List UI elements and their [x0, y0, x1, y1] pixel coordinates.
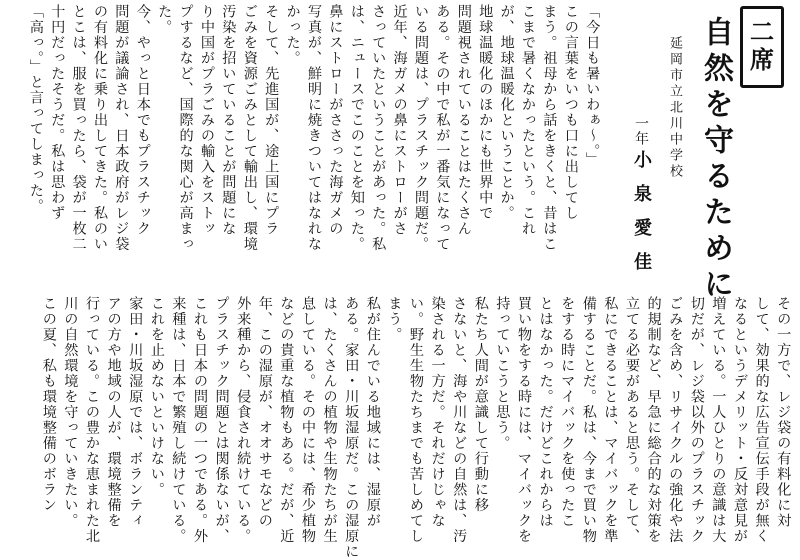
- text-column: 近年、海ガメの鼻にストローがさ: [391, 4, 408, 237]
- text-column: 家田・川坂湿原では、ボランティ: [127, 296, 144, 529]
- text-column: まう。: [386, 296, 403, 343]
- text-column: 染される一方だ。それだけじゃな: [429, 296, 446, 529]
- text-column: 買い物をする時には、マイバックを: [516, 296, 532, 544]
- author-name: 小泉愛佳: [631, 150, 652, 286]
- text-column: これも日本の問題の一つである。外: [192, 296, 208, 544]
- text-column: 年、この湿原が、オオサモなどの: [256, 296, 273, 529]
- text-column: 的規制など、早急に総合的な対策を: [645, 296, 662, 544]
- text-column: さっていたということがあった。私: [370, 4, 387, 252]
- text-column: なるというデメリット・反対意見が: [732, 296, 748, 544]
- text-column: まう。祖母から話をきくと、昔はこ: [541, 4, 558, 252]
- text-column: 持っていこうと思う。: [494, 296, 511, 451]
- text-column: して、効果的な広告宣伝手段が無く: [753, 296, 770, 544]
- text-column: 来種は、日本で繁殖し続けている。: [170, 296, 187, 544]
- text-column: ある。その中で私が一番気になって: [434, 4, 451, 252]
- text-column: 鼻にストローがささった海ガメの: [327, 4, 344, 237]
- text-column: こまで暑くなかったという。これ: [520, 4, 536, 237]
- text-column: ごみを含め、リサイクルの強化や法: [667, 296, 684, 544]
- text-column: 川の自然環境を守っていきたい。: [62, 296, 79, 529]
- text-column: この言葉をいつも口に出してし: [562, 4, 579, 221]
- text-column: が、地球温暖化ということか。: [498, 4, 515, 221]
- rank-badge: [740, 6, 784, 88]
- text-column: 「高っ。」と言ってしまった。: [27, 4, 44, 214]
- text-column: 私が住んでいる地域には、湿原が: [364, 296, 381, 529]
- text-column: とはなかった。だけどこれからは: [537, 296, 554, 529]
- text-column: そして、先進国が、途上国にプラ: [263, 4, 280, 237]
- text-column: プするなど、国際的な関心が高まっ: [177, 4, 194, 252]
- text-column: 「今日も暑いわぁ～。」: [584, 4, 601, 168]
- text-column: これを止めないといけない。: [148, 296, 165, 498]
- text-column: などの貴重な植物もある。だが、近: [278, 296, 295, 544]
- essay-title: 自然を守るために: [698, 16, 733, 304]
- text-column: かった。: [284, 4, 301, 66]
- text-column: た。: [156, 4, 173, 35]
- text-column: アの方や地域の人が、環境整備を: [105, 296, 122, 529]
- text-column: ある。家田・川坂湿原だ。この湿原に: [343, 296, 360, 560]
- text-column: 私にできることは、マイバックを準: [602, 296, 619, 544]
- text-column: いる問題は、プラスチック問題だ。: [413, 4, 429, 252]
- text-column: この夏、私も環境整備のボラン: [40, 296, 57, 513]
- text-column: とこは、服を買ったら、袋が一枚二: [70, 4, 87, 252]
- text-column: 切だが、レジ袋以外のプラスチック: [688, 296, 705, 544]
- text-column: 今、やっと日本でもプラスチック: [134, 4, 151, 237]
- text-column: り中国がプラごみの輸入をストッ: [199, 4, 215, 237]
- text-column: 外来種から、侵食され続けている。: [235, 296, 252, 544]
- text-column: 十円だったそうだ。私は思わず: [49, 4, 66, 221]
- text-column: をする時にマイバックを使ったこ: [559, 296, 576, 529]
- text-column: 私たち人間が意識して行動に移: [472, 296, 489, 513]
- badge-rank-label: 席: [750, 46, 774, 74]
- text-column: い。野生生物たちまでも苦しめてし: [408, 296, 424, 544]
- text-column: プラスチック問題とは関係ないが、: [213, 296, 230, 544]
- text-column: 写真が、鮮明に焼きついてはなれな: [306, 4, 322, 252]
- text-column: 息している。その中には、希少植物: [300, 296, 316, 544]
- text-column: 備することだ。私は、今まで買い物: [580, 296, 597, 544]
- school-name: 延岡市立北川中学校: [667, 36, 682, 180]
- text-column: は、たくさんの植物や生物たちが生: [321, 296, 338, 544]
- block-divider: [0, 286, 640, 287]
- text-column: その一方で、レジ袋の有料化に対: [775, 296, 792, 529]
- text-column: 立てる必要があると思う。そして、: [624, 296, 640, 544]
- text-column: 行っている。この豊かな恵まれた北: [84, 296, 100, 544]
- text-column: 問題視されていることはたくさん: [455, 4, 472, 237]
- text-column: 地球温暖化のほかにも世界中で: [477, 4, 494, 221]
- text-column: 問題が議論され、日本政府がレジ袋: [113, 4, 130, 252]
- text-column: 汚染を招いていることが問題にな: [220, 4, 237, 237]
- text-column: 増えている。一人ひとりの意識は大: [710, 296, 727, 544]
- badge-rank-number: 二: [750, 18, 774, 47]
- text-column: の有料化に乗り出してきた。私のい: [92, 4, 108, 252]
- text-column: さないと、海や川などの自然は、汚: [451, 296, 468, 544]
- student-grade: 一年: [633, 116, 649, 146]
- text-column: ごみを資源ごみとして輸出し、環境: [241, 4, 258, 252]
- text-column: は、ニュースでこのことを知った。: [348, 4, 365, 252]
